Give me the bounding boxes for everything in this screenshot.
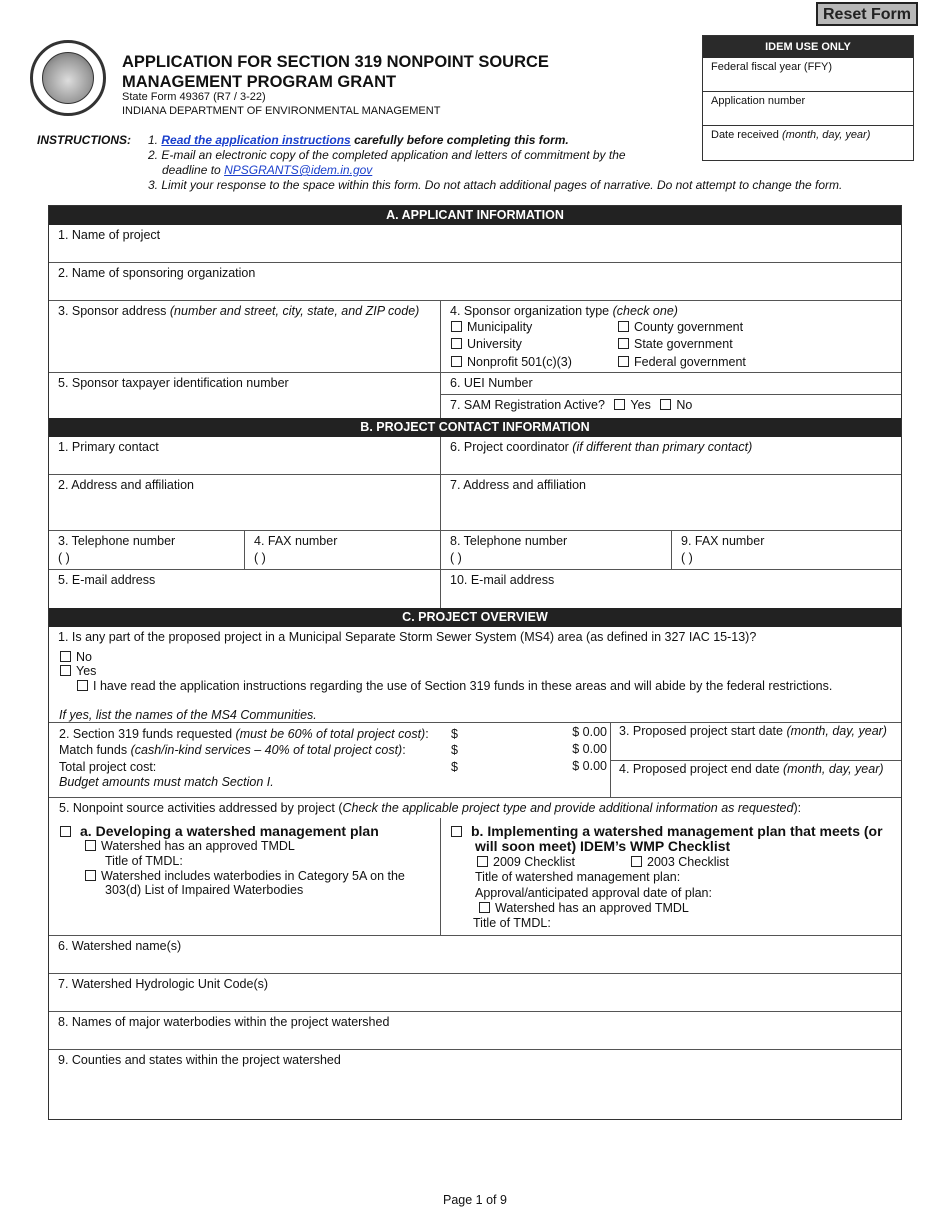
a-tmdl-option[interactable]: Watershed has an approved TMDL <box>85 838 295 855</box>
sponsoring-org-field[interactable]: 2. Name of sponsoring organization <box>49 263 901 301</box>
reset-form-button[interactable]: Reset Form <box>816 2 918 26</box>
activities-question: 5. Nonpoint source activities addressed by project (Check the applicable project type and provide additional information as requested): <box>59 801 802 815</box>
checkbox[interactable] <box>85 870 96 881</box>
a-cat5a-option[interactable]: Watershed includes waterbodies in Category 5A on the <box>85 868 405 885</box>
email-field[interactable]: 5. E-mail address <box>58 573 156 587</box>
b-tmdl-option[interactable]: Watershed has an approved TMDL <box>479 900 689 917</box>
dollar-sign: $ <box>451 760 458 774</box>
end-date-field[interactable]: 4. Proposed project end date (month, day, year) <box>619 762 884 776</box>
checkbox[interactable] <box>618 338 629 349</box>
dollar-sign: $ <box>451 743 458 757</box>
a-tmdl-title[interactable]: Title of TMDL: <box>105 854 183 868</box>
address-affiliation-field[interactable]: 2. Address and affiliation <box>49 475 440 531</box>
match-funds-label: Match funds (cash/in-kind services – 40% of total project cost): <box>59 743 406 757</box>
option-b-implement-plan[interactable]: b. Implementing a watershed management plan that meets (or <box>451 823 883 840</box>
org-type-state[interactable]: State government <box>618 336 733 353</box>
section-c-header: C. PROJECT OVERVIEW <box>49 608 901 627</box>
checkbox[interactable] <box>85 840 96 851</box>
b-wmp-title[interactable]: Title of watershed management plan: <box>475 870 681 884</box>
project-coordinator-field[interactable]: 6. Project coordinator (if different than primary contact) <box>441 437 901 475</box>
state-seal-logo <box>30 40 106 116</box>
application-number-field[interactable]: Application number <box>703 92 913 126</box>
coordinator-email-field[interactable]: 10. E-mail address <box>450 573 555 587</box>
total-cost-label: Total project cost: <box>59 760 157 774</box>
org-type-federal[interactable]: Federal government <box>618 354 746 371</box>
total-cost-value[interactable]: $ 0.00 <box>572 759 607 773</box>
form-title: APPLICATION FOR SECTION 319 NONPOINT SOURCE MANAGEMENT PROGRAM GRANT <box>122 53 549 91</box>
instructions-link[interactable]: Read the application instructions <box>161 133 351 147</box>
instructions-list: 1. Read the application instructions carefully before completing this form. 2. E-mail an electronic copy of the completed application and letters of commitment by the deadline to NPSGRANTS@idem.in.gov 3. Limit your response to the space within this form. Do not attach additional pages of narrative. Do not attempt to change the form. <box>148 133 843 192</box>
coordinator-address-field[interactable]: 7. Address and affiliation <box>441 475 901 531</box>
ms4-question: 1. Is any part of the proposed project in a Municipal Separate Storm Sewer System (MS4) area (as defined in 327 IAC 15-13)? <box>49 627 901 723</box>
idem-head: IDEM USE ONLY <box>703 36 913 58</box>
b-2003-checklist[interactable]: 2003 Checklist <box>631 854 729 871</box>
sponsor-address-field[interactable]: 3. Sponsor address (number and street, city, state, and ZIP code) <box>49 301 440 373</box>
email-link[interactable]: NPSGRANTS@idem.in.gov <box>224 163 373 177</box>
section-a-header: A. APPLICANT INFORMATION <box>49 206 901 225</box>
b-tmdl-title[interactable]: Title of TMDL: <box>473 916 551 930</box>
date-received-field[interactable]: Date received (month, day, year) <box>711 129 871 141</box>
taxpayer-id-field[interactable]: 5. Sponsor taxpayer identification number <box>58 376 289 390</box>
primary-contact-field[interactable]: 1. Primary contact <box>49 437 440 475</box>
budget-note: Budget amounts must match Section I. <box>59 775 274 789</box>
checkbox[interactable] <box>477 856 488 867</box>
org-type-nonprofit[interactable]: Nonprofit 501(c)(3) <box>451 354 572 371</box>
fax-field[interactable]: 4. FAX number ( ) <box>245 531 440 570</box>
checkbox[interactable] <box>451 826 462 837</box>
b-approval-date[interactable]: Approval/anticipated approval date of plan: <box>475 886 712 900</box>
checkbox[interactable] <box>618 321 629 332</box>
sam-no-checkbox[interactable] <box>660 399 671 410</box>
coordinator-fax-field[interactable]: 9. FAX number ( ) <box>672 531 901 570</box>
dollar-sign: $ <box>451 727 458 741</box>
checkbox[interactable] <box>618 356 629 367</box>
instructions-label: INSTRUCTIONS: <box>37 133 131 147</box>
sam-yes-checkbox[interactable] <box>614 399 625 410</box>
checkbox[interactable] <box>631 856 642 867</box>
org-type-group: 4. Sponsor organization type (check one) <box>441 301 901 373</box>
counties-states-field[interactable]: 9. Counties and states within the project watershed <box>58 1053 341 1067</box>
checkbox[interactable] <box>77 680 88 691</box>
funds-requested-value[interactable]: $ 0.00 <box>572 725 607 739</box>
option-a-develop-plan[interactable]: a. Developing a watershed management plan <box>60 823 379 840</box>
checkbox[interactable] <box>451 338 462 349</box>
coordinator-telephone-field[interactable]: 8. Telephone number ( ) <box>441 531 671 570</box>
sam-registration-field: 7. SAM Registration Active? Yes No <box>450 398 693 412</box>
checkbox[interactable] <box>60 826 71 837</box>
ms4-yes-option[interactable]: Yes <box>60 663 96 680</box>
huc-field[interactable]: 7. Watershed Hydrologic Unit Code(s) <box>49 974 901 1012</box>
project-name-field[interactable]: 1. Name of project <box>49 225 901 263</box>
checkbox[interactable] <box>451 356 462 367</box>
section-b-header: B. PROJECT CONTACT INFORMATION <box>49 418 901 437</box>
ffy-field[interactable]: Federal fiscal year (FFY) <box>703 58 913 92</box>
a-cat5a-line2: 303(d) List of Impaired Waterbodies <box>105 883 304 897</box>
start-date-field[interactable]: 3. Proposed project start date (month, day, year) <box>619 724 887 738</box>
match-funds-value[interactable]: $ 0.00 <box>572 742 607 756</box>
b-title-line2: will soon meet) IDEM’s WMP Checklist <box>475 838 731 854</box>
org-type-county[interactable]: County government <box>618 319 743 336</box>
ms4-no-option[interactable]: No <box>60 649 92 666</box>
watershed-names-field[interactable]: 6. Watershed name(s) <box>49 936 901 974</box>
application-form <box>48 205 902 1120</box>
waterbodies-field[interactable]: 8. Names of major waterbodies within the project watershed <box>49 1012 901 1050</box>
uei-number-field[interactable]: 6. UEI Number <box>441 373 901 395</box>
page-number: Page 1 of 9 <box>443 1193 507 1207</box>
form-subtitle: State Form 49367 (R7 / 3-22) INDIANA DEPARTMENT OF ENVIRONMENTAL MANAGEMENT <box>122 91 441 117</box>
checkbox[interactable] <box>60 665 71 676</box>
checkbox[interactable] <box>60 651 71 662</box>
checkbox[interactable] <box>451 321 462 332</box>
b-2009-checklist[interactable]: 2009 Checklist <box>477 854 575 871</box>
org-type-university[interactable]: University <box>451 336 522 353</box>
ms4-list-label: If yes, list the names of the MS4 Communities. <box>59 708 317 722</box>
checkbox[interactable] <box>479 902 490 913</box>
telephone-field[interactable]: 3. Telephone number ( ) <box>49 531 245 570</box>
funds-requested-label: 2. Section 319 funds requested (must be 60% of total project cost): <box>59 727 429 741</box>
ms4-ack-option[interactable]: I have read the application instructions regarding the use of Section 319 funds in these areas and will abide by the federal restrictions. <box>77 678 832 695</box>
org-type-municipality[interactable]: Municipality <box>451 319 532 336</box>
